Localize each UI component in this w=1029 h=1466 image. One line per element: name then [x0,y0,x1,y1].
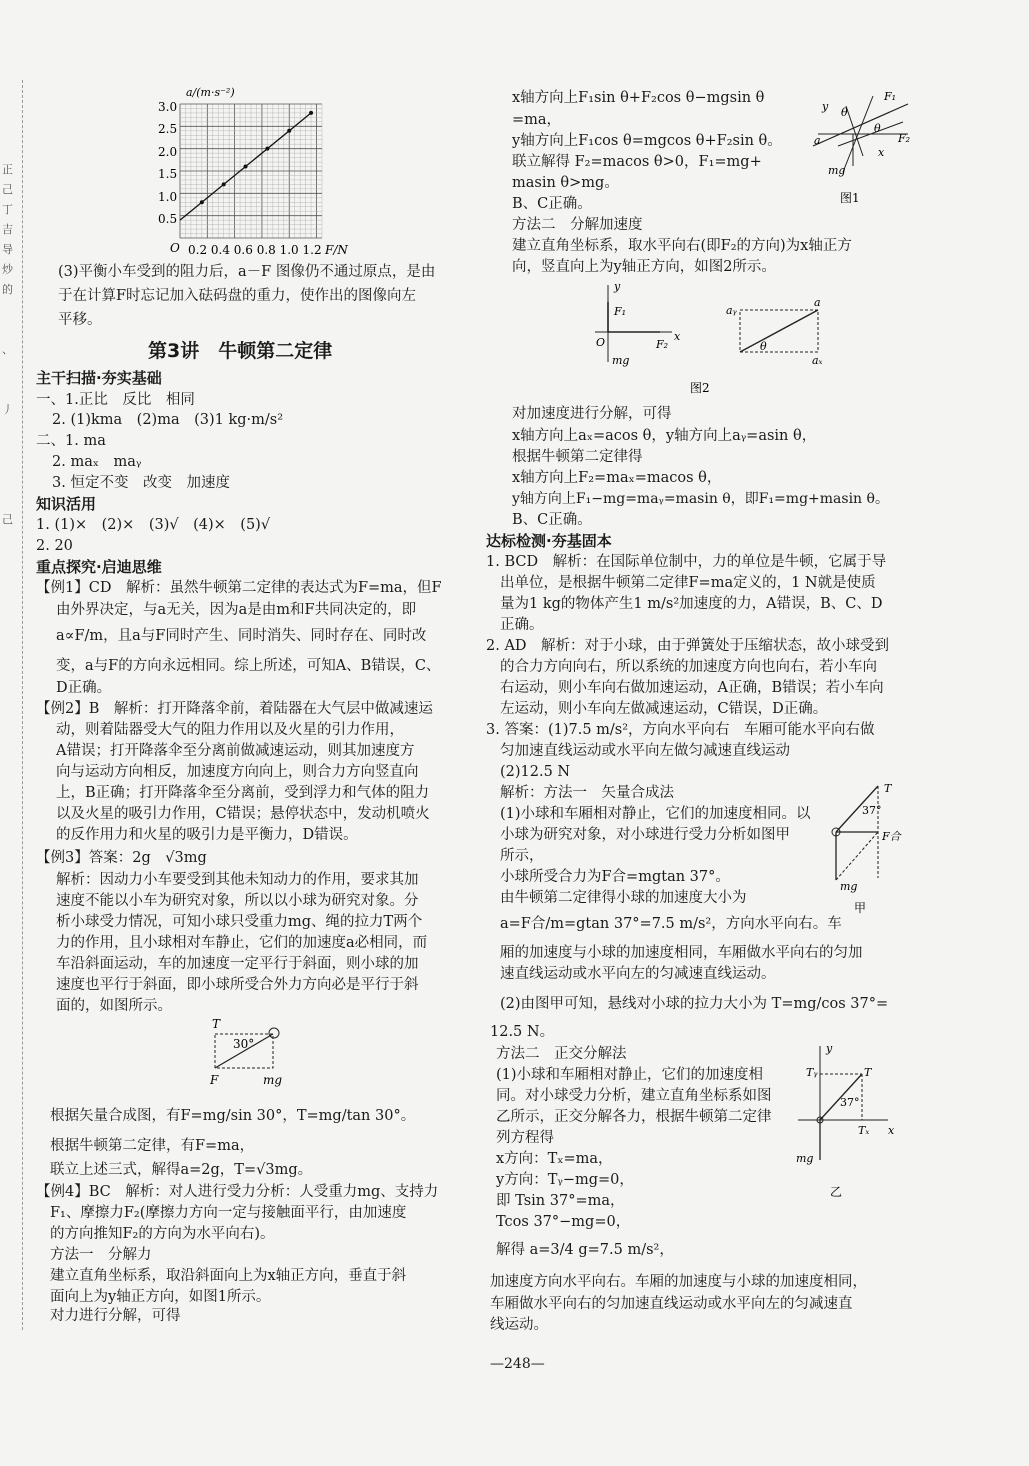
e1c: a∝F/m，且a与F同时产生、同时消失、同时存在、同时改 [56,628,427,644]
figure-2 [590,280,850,398]
s1c: 二、1. ma [36,433,106,449]
chart-ytick: 2.0 [158,145,178,159]
r11: x轴方向上aₓ=acos θ，y轴方向上aᵧ=asin θ， [512,428,817,444]
d3x: 解得 a=3/4 g=7.5 m/s²， [496,1242,674,1258]
fig2-F2: F₂ [656,338,669,351]
jia-T: T [884,782,892,795]
fig1-x: x [878,146,885,159]
chart-ytick: 3.0 [158,100,178,114]
r6: B、C正确。 [512,196,592,212]
d2c: 右运动，则小车向右做加速运动，A正确，B错误；若小车向 [500,680,884,696]
d2d: 左运动，则小车向左做减速运动，C错误，D正确。 [500,701,828,717]
e2f: 以及火星的吸引力作用，C错误；悬停状态中，发动机喷火 [56,806,430,822]
e3a: 【例3】答案：2g √3mg [36,850,207,866]
yi-y: y [826,1042,833,1055]
fig2-a: a [814,296,821,309]
d1b: 出单位，是根据牛顿第二定律F=ma定义的，1 N就是使质 [500,575,876,591]
fig2-ay: aᵧ [726,304,737,317]
d1d: 正确。 [500,617,544,633]
chart-ytick: 1.5 [158,167,178,181]
section-heading: 主干扫描·夯实基础 [36,369,162,387]
fig3-T-label: T [212,1018,221,1031]
edge-char: 导 [2,243,13,256]
d3t: x方向：Tₓ=ma， [496,1151,613,1167]
r1: x轴方向上F₁sin θ+F₂cos θ−mgsin θ [512,90,765,106]
r5: masin θ>mg。 [512,175,619,191]
jia-diag [836,832,878,880]
d3f: 小球为研究对象，对小球进行受力分析如图甲 [500,827,790,843]
left-l2: 于在计算F时忘记加入砝码盘的重力，使作出的图像向左 [58,288,417,304]
d3c: (2)12.5 N [500,764,571,780]
fig2-accel-arrow [740,310,818,352]
y-axis-line [846,106,863,156]
e3i: 根据矢量合成图，有F=mg/sin 30°，T=mg/tan 30°。 [50,1108,416,1124]
e1e: D正确。 [56,680,112,696]
edge-char: 炒 [2,263,13,276]
e3k: 联立上述三式，解得a=2g，T=√3mg。 [50,1162,313,1178]
s1d: 2. maₓ maᵧ [52,454,142,470]
s1e: 3. 恒定不变 改变 加速度 [52,475,230,491]
figure-1 [808,86,918,208]
figure-yi [792,1040,904,1200]
e2a: 【例2】B 解析：打开降落伞前，着陆器在大气层中做减速运 [36,701,433,717]
left-l3: 平移。 [58,312,102,328]
data-point [244,165,248,169]
chart-ytick: 1.0 [158,190,178,204]
d3r: 乙所示，正交分解各力，根据牛顿第二定律 [496,1109,772,1125]
chart-ytick: 2.5 [158,122,178,136]
data-point [222,182,226,186]
r9: 向，竖直向上为y轴正方向，如图2所示。 [512,259,776,275]
ball [269,1028,279,1038]
jia-angle: 37° [862,804,882,817]
fig2-mg: mg [612,354,630,367]
edge-char: 己 [2,513,13,526]
e2d: 向与运动方向相反，加速度方向向上，则合力方向竖直向 [56,764,419,780]
e3g: 速度也平行于斜面，即小球所受合外力方向必是平行于斜 [56,977,419,993]
s1a: 一、1.正比 反比 相同 [36,392,195,408]
d3z: 车厢做水平向右的匀加速直线运动或水平向左的匀减速直 [490,1296,853,1312]
section-heading: 达标检测·夯基固本 [486,532,612,550]
d3h: 小球所受合力为F合=mgtan 37°。 [500,869,730,885]
left-l1: (3)平衡小车受到的阻力后，a－F 图像仍不通过原点，是由 [58,264,436,280]
fig2-O: O [596,336,606,349]
d3v: 即 Tsin 37°=ma， [496,1193,625,1209]
lecture-title: 第3讲 牛顿第二定律 [148,340,333,362]
edge-char: 丿 [2,403,13,416]
d3z2: 线运动。 [490,1317,548,1333]
section-heading: 重点探究·启迪思维 [36,558,162,576]
d3j: a=F合/m=gtan 37°=7.5 m/s²，方向水平向右。车 [500,916,842,932]
d3k: 厢的加速度与小球的加速度相同，车厢做水平向右的匀加 [500,945,863,961]
d3e: (1)小球和车厢相对静止，它们的加速度相同。以 [500,806,811,822]
fig2-F1: F₁ [614,305,627,318]
chart-series [180,111,313,220]
e4g: 对力进行分解，可得 [50,1308,181,1324]
e1d: 变，a与F的方向永远相同。综上所述，可知A、B错误，C、 [56,658,441,674]
edge-char: 正 [2,163,13,176]
e4e: 建立直角坐标系，取沿斜面向上为x轴正方向，垂直于斜 [50,1268,407,1284]
chart-xticks: 0.2 0.4 0.6 0.8 1.0 1.2 [188,243,322,257]
e3b: 解析：因动力小车要受到其他未知动力的作用，要求其加 [56,872,419,888]
e3j: 根据牛顿第二定律，有F=ma， [50,1138,255,1154]
d3a: 3. 答案：(1)7.5 m/s²，方向水平向右 车厢可能水平向右做 [486,722,875,738]
fig3-angle-label: 30° [233,1037,255,1051]
d3y: 加速度方向水平向右。车厢的加速度与小球的加速度相同， [490,1274,867,1290]
fig3-mg-label: mg [263,1073,283,1087]
d3n: 12.5 N。 [490,1024,555,1040]
r4: 联立解得 F₂=macos θ>0，F₁=mg+ [512,154,762,170]
binding-line [22,80,24,1330]
r15: B、C正确。 [512,512,592,528]
jia-mg-label: mg [840,880,858,893]
fig2-caption: 图2 [690,381,710,395]
fig2-theta: θ [760,340,767,353]
d3b: 匀加速直线运动或水平向左做匀减速直线运动 [500,743,790,759]
d3s: 列方程得 [496,1130,554,1146]
jia-caption: 甲 [854,901,867,915]
jia-Fhe: F合 [882,830,901,843]
fig1-F2: F₂ [898,132,911,145]
d3d: 解析：方法一 矢量合成法 [500,785,674,801]
yi-caption: 乙 [830,1185,843,1199]
d3l: 速直线运动或水平向左的匀减速直线运动。 [500,966,776,982]
chart-grid [180,104,322,238]
fig1-theta2: θ [874,122,881,135]
k1: 1. (1)× (2)× (3)√ (4)× (5)√ [36,517,271,533]
fig1-F1: F₁ [884,90,897,103]
e2g: 的反作用力和火星的吸引力是平衡力，D错误。 [56,827,358,843]
edge-char: 己 [2,183,13,196]
force-triangle-figure [200,1018,310,1090]
e2b: 动，则着陆器受大气的阻力作用以及火星的引力作用， [56,722,404,738]
data-point [265,147,269,151]
e4f: 面向上为y轴正方向，如图1所示。 [50,1289,271,1305]
k2: 2. 20 [36,538,73,554]
fig3-F-label: F [210,1073,219,1087]
e4d: 方法一 分解力 [50,1247,152,1263]
s1b: 2. (1)kma (2)ma (3)1 kg·m/s² [52,412,284,428]
d3u: y方向：Tᵧ−mg=0， [496,1172,634,1188]
edge-char: 丁 [2,203,13,216]
r7: 方法二 分解加速度 [512,217,643,233]
a-f-chart [150,84,350,259]
e3c: 速度不能以小车为研究对象，所以以小球为研究对象。分 [56,893,419,909]
r8: 建立直角坐标系，取水平向右(即F₂的方向)为x轴正方 [512,238,852,254]
d3w: Tcos 37°−mg=0， [496,1214,631,1230]
d3p: (1)小球和车厢相对静止，它们的加速度相 [496,1067,764,1083]
d1c: 量为1 kg的物体产生1 m/s²加速度的力，A错误，B、C、D [500,596,883,612]
e4c: 的方向推知F₂的方向为水平向右)。 [50,1226,275,1242]
e1b: 由外界决定，与a无关，因为a是由m和F共同决定的，即 [56,602,417,618]
fig1-mg: mg [828,164,846,177]
e4b: F₁、摩擦力F₂(摩擦力方向一定与接触面平行，由加速度 [50,1205,407,1221]
d3i: 由牛顿第二定律得小球的加速度大小为 [500,890,747,906]
e4a: 【例4】BC 解析：对人进行受力分析：人受重力mg、支持力 [36,1184,439,1200]
r2: =ma， [512,112,562,128]
d2a: 2. AD 解析：对于小球，由于弹簧处于压缩状态，故小球受到 [486,638,890,654]
d3m: (2)由图甲可知，悬线对小球的拉力大小为 T=mg/cos 37°= [500,996,889,1012]
yi-angle: 37° [840,1096,860,1109]
page-number: —248— [490,1356,545,1372]
fig1-caption: 图1 [840,191,860,205]
yi-x: x [888,1124,895,1137]
yi-mg-label: mg [796,1152,814,1165]
e3e: 力的作用，且小球相对车静止，它们的加速度a必相同，而 [56,935,428,951]
edge-char: 的 [2,283,13,296]
fig2-y: y [614,280,621,293]
chart-ylabel: a/(m·s⁻²) [186,86,235,99]
r14: y轴方向上F₁−mg=maᵧ=masin θ，即F₁=mg+masin θ。 [512,491,889,507]
yi-Tx: Tₓ [858,1124,870,1137]
d1a: 1. BCD 解析：在国际单位制中，力的单位是牛顿，它属于导 [486,554,887,570]
fig1-theta1: θ [841,106,848,119]
data-point [287,129,291,133]
chart-xlabel: F/N [325,243,348,257]
data-point [309,111,313,115]
fig2-x: x [674,330,681,343]
edge-char: 吉 [2,223,13,236]
d3g: 所示， [500,848,544,864]
fig2-ax: aₓ [812,354,823,367]
r10: 对加速度进行分解，可得 [512,406,672,422]
fig1-y: y [822,100,829,113]
d3q: 同。对小球受力分析，建立直角坐标系如图 [496,1088,772,1104]
e3h: 面的，如图所示。 [56,998,172,1014]
yi-Ty: Tᵧ [806,1066,818,1079]
fig1-a: a [814,134,821,147]
r13: x轴方向上F₂=maₓ=macos θ， [512,470,722,486]
e1a: 【例1】CD 解析：虽然牛顿第二定律的表达式为F=ma，但F [36,580,442,596]
chart-origin: O [170,241,180,255]
section-heading: 知识活用 [36,495,97,513]
edge-char: 、 [2,343,13,356]
figure-jia [826,778,916,916]
e2e: 上，B正确；打开降落伞至分离前，受到浮力和气体的阻力 [56,785,430,801]
e3f: 车沿斜面运动，车的加速度一定平行于斜面，则小球的加 [56,956,419,972]
r3: y轴方向上F₁cos θ=mgcos θ+F₂sin θ。 [512,133,782,149]
e2c: A错误；打开降落伞至分离前做减速运动，则其加速度方 [56,743,415,759]
d3o: 方法二 正交分解法 [496,1046,627,1062]
r12: 根据牛顿第二定律得 [512,449,643,465]
e3d: 析小球受力情况，可知小球只受重力mg、绳的拉力T两个 [56,914,423,930]
yi-T-label: T [864,1066,872,1079]
d2b: 的合力方向向右，所以系统的加速度方向也向右，若小车向 [500,659,877,675]
chart-ytick: 0.5 [158,212,178,226]
binding-edge-text [2,160,14,530]
data-point [200,200,204,204]
